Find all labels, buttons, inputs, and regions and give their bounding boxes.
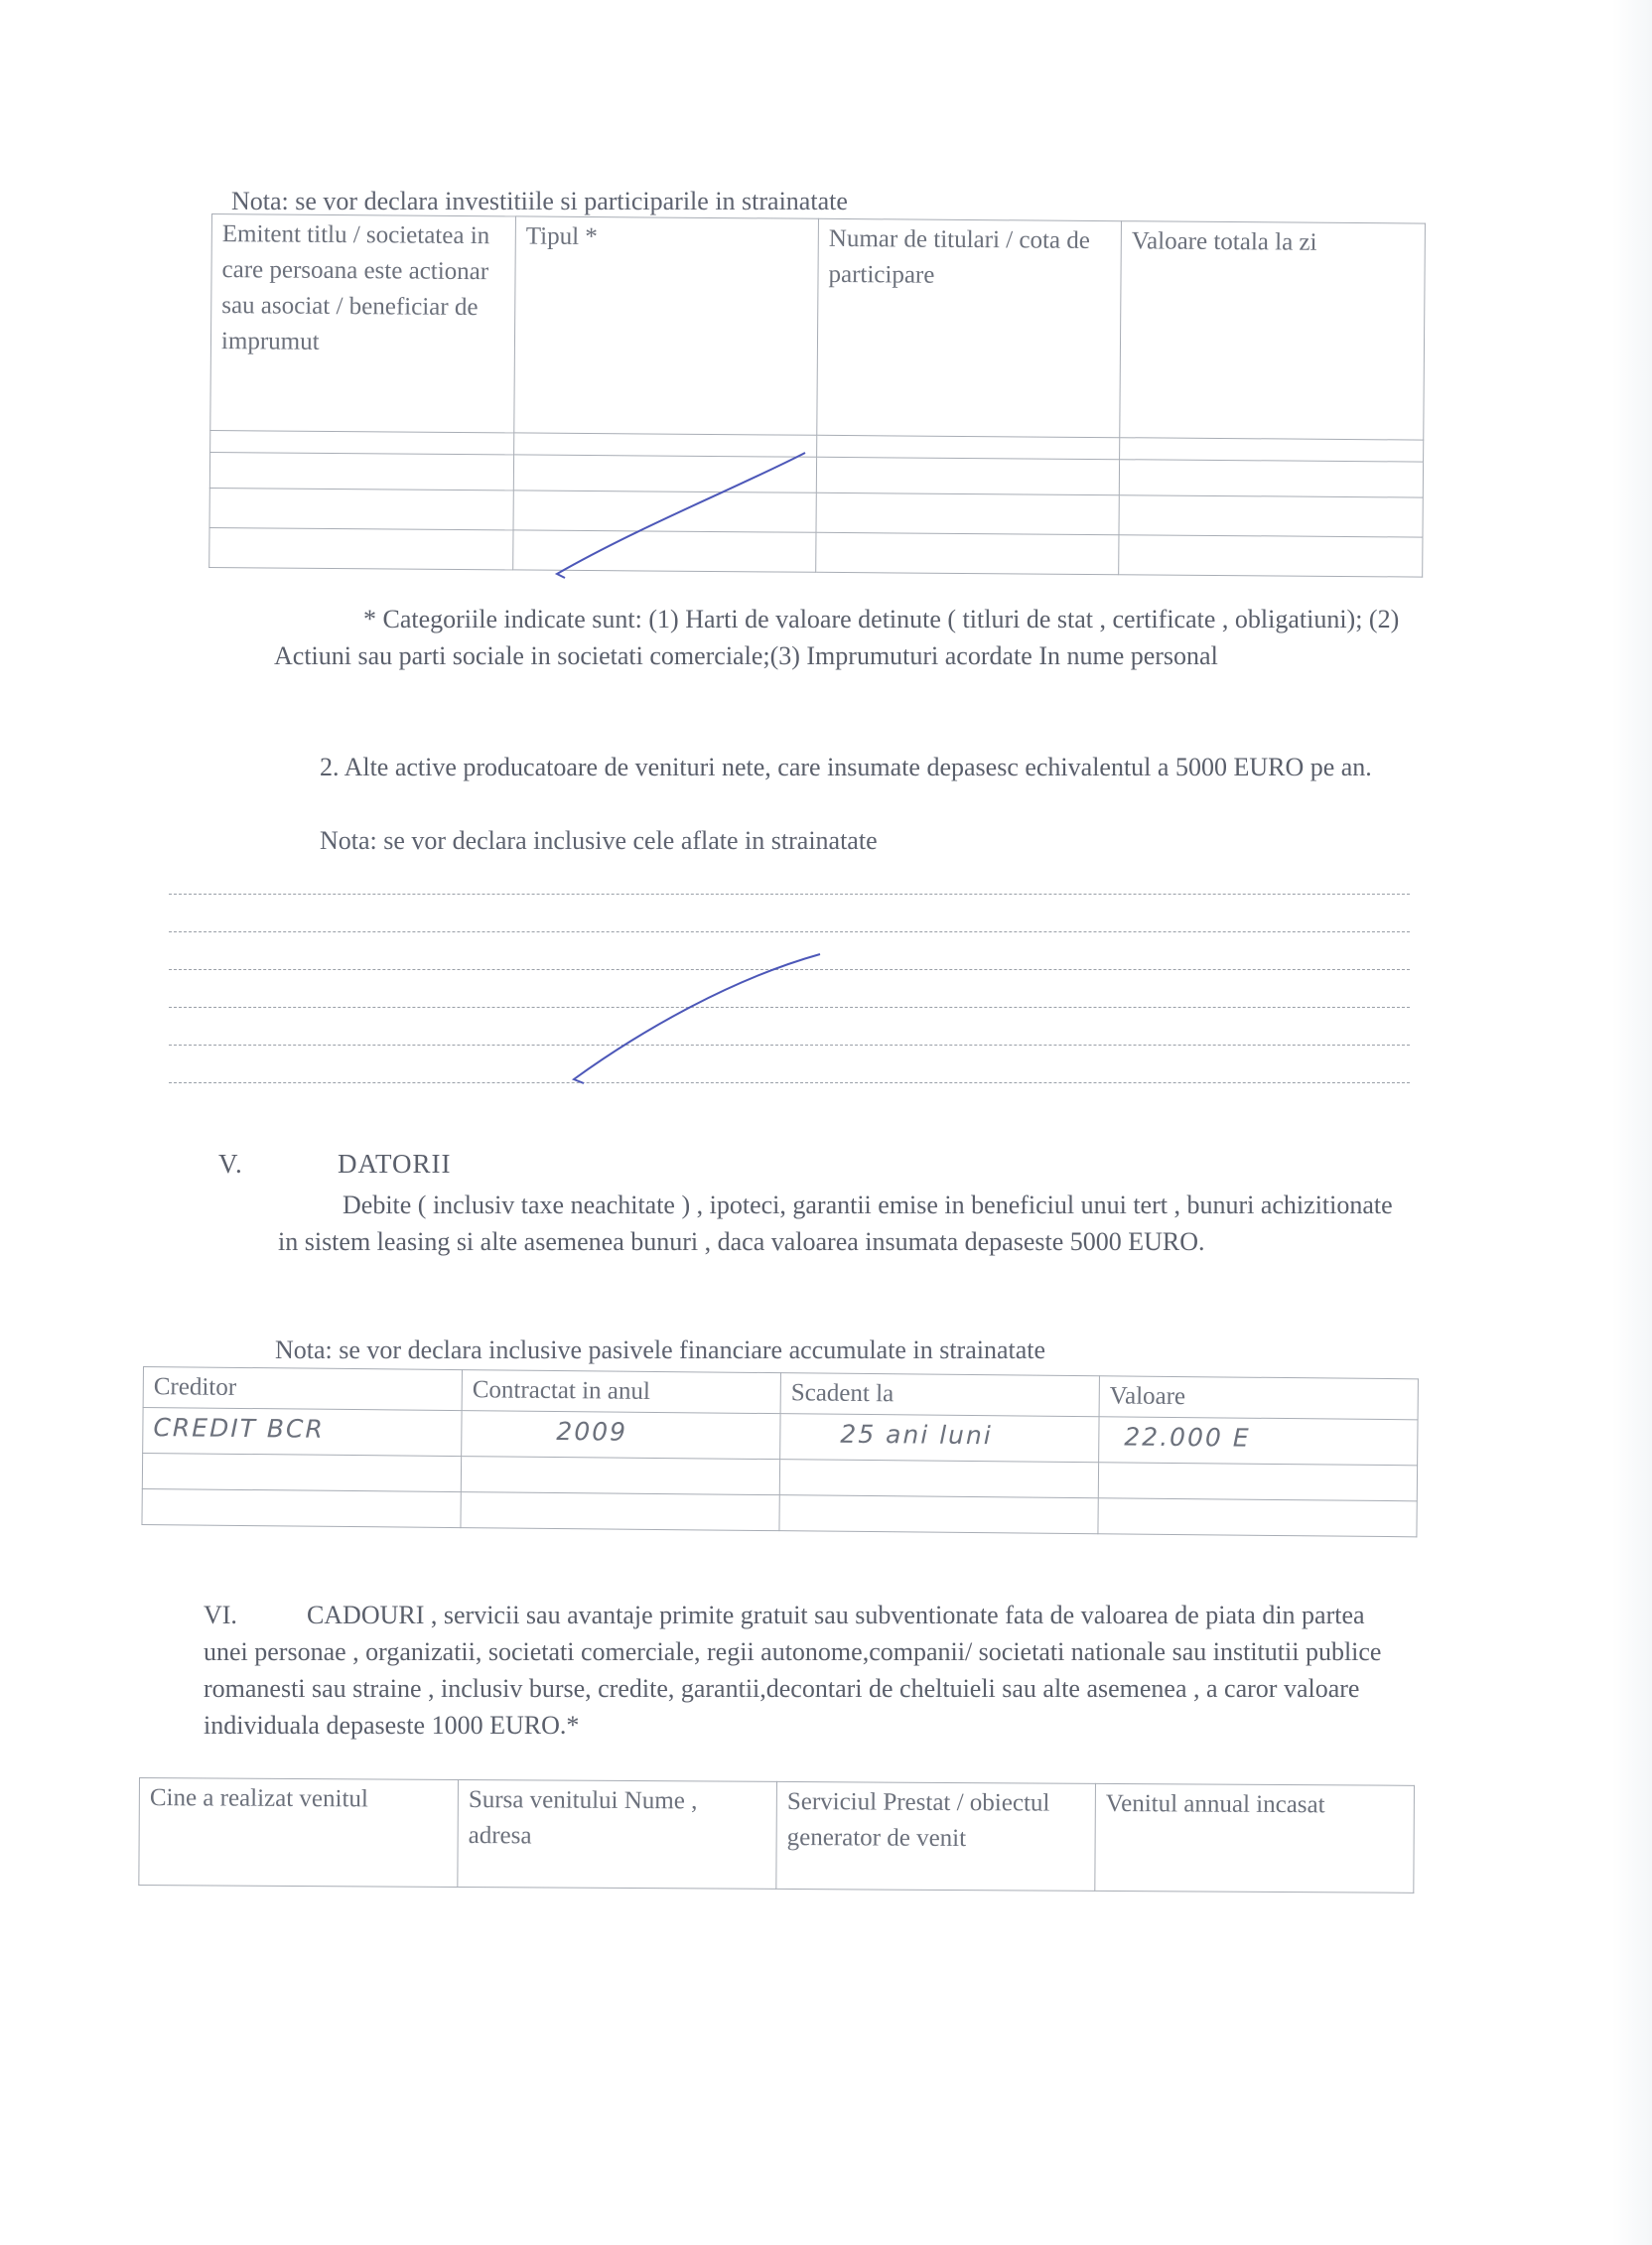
other-assets-cross-out-line [566,948,824,1087]
scan-edge-shadow [1612,0,1652,2245]
gifts-title: CADOURI [306,1601,425,1629]
gifts-table [138,1777,1415,1894]
investments-header-row [210,214,1426,441]
header-scadent: Scadent la [780,1373,1099,1417]
header-sursa: Sursa venitului Nume , adresa [458,1779,777,1889]
debt-value: 22.000 E [1099,1417,1418,1466]
debts-title: DATORII [338,1149,452,1179]
debt-creditor: CREDIT BCR [143,1408,462,1457]
header-tipul: Tipul * [514,216,819,435]
other-assets-note: Nota: se vor declara inclusive cele aflate in strainatate [320,826,878,855]
debt-year: 2009 [462,1411,780,1460]
debts-note: Nota: se vor declara inclusive pasivele financiare accumulate in strainatate [275,1335,1046,1364]
debts-numeral: V. [218,1149,243,1179]
blank-line [169,931,1410,932]
debts-description: Debite ( inclusiv taxe neachitate ) , ipoteci, garantii emise in beneficiul unui tert , bunuri achizitionate in sistem leasing si alte asemenea bunuri , daca valoarea insumata depaseste 5000 EURO. [278,1191,1393,1256]
investments-table [208,213,1426,578]
debt-maturity: 25 ani luni [780,1414,1099,1463]
header-venit-anual: Venitul annual incasat [1095,1783,1415,1893]
investments-cross-out-line [551,447,809,586]
header-titulari: Numar de titulari / cota de participare [817,218,1122,437]
gifts-header-row [139,1778,1415,1894]
investments-footnote: * Categoriile indicate sunt: (1) Harti de valoare detinute ( titluri de stat , certificate , obligatiuni); (2) Actiuni sau parti sociale in societati comerciale;(3) Imprumuturi acordate In nume personal [274,605,1400,670]
investments-note: Nota: se vor declara investitiile si participarile in strainatate [231,187,848,215]
header-cine: Cine a realizat venitul [139,1778,459,1888]
header-emitent: Emitent titlu / societatea in care persoana este actionar sau asociat / beneficiar de imprumut [210,214,516,433]
header-creditor: Creditor [143,1367,462,1411]
gifts-paragraph [204,1597,1395,1744]
table-row [209,527,1423,577]
blank-line [169,894,1410,895]
other-assets-item: 2. Alte active producatoare de venituri nete, care insumate depasesc echivalentul a 5000 EURO pe an. [320,753,1372,781]
gifts-description: , servicii sau avantaje primite gratuit sau subventionate fata de valoarea de piata din partea unei personae , organizatii, societati comerciale, regii autonome,companii/ societati nationale sau institutii publice romanesti sau straine , inclusiv burse, credite, garantii,decontari de cheltuieli sau alte asemenea , a caror valoare individuala depaseste 1000 EURO.* [204,1601,1382,1740]
header-valoare-totala: Valoare totala la zi [1120,221,1426,440]
header-contractat: Contractat in anul [462,1370,780,1414]
header-valoare: Valoare [1099,1376,1418,1420]
gifts-numeral: VI. [204,1601,237,1629]
debts-table [141,1366,1418,1537]
header-serviciul: Serviciul Prestat / obiectul generator de venit [776,1781,1096,1891]
